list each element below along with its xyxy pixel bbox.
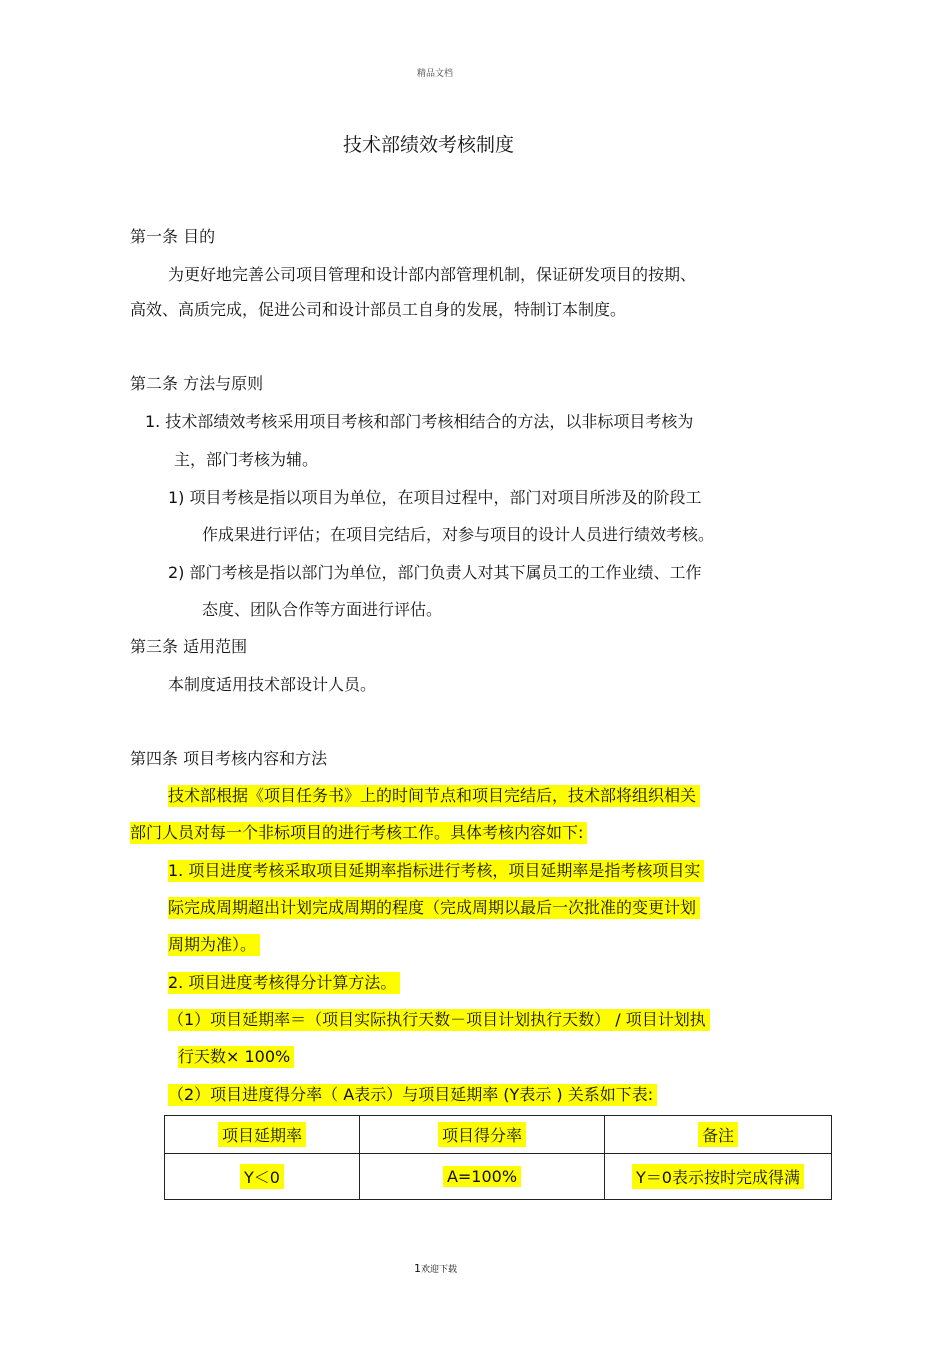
footer-text: 欢迎下载 [421, 1265, 458, 1275]
header-delay-rate: 项目延期率 [218, 1122, 306, 1147]
highlighted-text: 2. 项目进度考核得分计算方法。 [168, 972, 400, 994]
cell-remarks: Y＝0表示按时完成得满 [632, 1164, 804, 1189]
body-line [168, 934, 260, 956]
line-text: 第一条 目的 [130, 227, 216, 246]
body-line [130, 636, 247, 658]
body-line [130, 226, 215, 248]
body-line [130, 299, 626, 321]
table-header-cell [165, 1116, 360, 1154]
body-line [145, 411, 693, 433]
line-text: 2) 部门考核是指以部门为单位，部门负责人对其下属员工的工作业绩、工作 [168, 563, 702, 582]
body-line [168, 1009, 710, 1031]
line-text: 1) 项目考核是指以项目为单位，在项目过程中，部门对项目所涉及的阶段工 [168, 488, 702, 507]
body-line [168, 860, 704, 882]
body-line [174, 449, 318, 471]
line-text: 第三条 适用范围 [130, 637, 248, 656]
line-text: 本制度适用技术部设计人员。 [168, 675, 377, 694]
page-header: 精品文档 [417, 69, 454, 79]
body-line [202, 524, 714, 546]
highlighted-text: 周期为准）。 [168, 934, 260, 956]
body-line [168, 487, 702, 509]
highlighted-text: （1）项目延期率＝（项目实际执行天数－项目计划执行天数） / 项目计划执 [168, 1009, 710, 1031]
line-text: 第二条 方法与原则 [130, 374, 264, 393]
table-cell [165, 1154, 360, 1200]
cell-delay-rate: Y＜0 [240, 1164, 284, 1189]
body-line [168, 264, 696, 286]
delay-score-table [164, 1115, 832, 1200]
body-line [130, 748, 327, 770]
page-footer [414, 1262, 457, 1275]
line-text: 主，部门考核为辅。 [174, 450, 319, 469]
highlighted-text: 1. 项目进度考核采取项目延期率指标进行考核，项目延期率是指考核项目实 [168, 860, 704, 882]
highlighted-text: 际完成周期超出计划完成周期的程度（完成周期以最后一次批准的变更计划 [168, 897, 700, 919]
table-header-cell [360, 1116, 605, 1154]
page-number: 1 [414, 1262, 421, 1275]
highlighted-text: 部门人员对每一个非标项目的进行考核工作。具体考核内容如下: [130, 822, 587, 844]
line-text: 1. 技术部绩效考核采用项目考核和部门考核相结合的方法，以非标项目考核为 [145, 412, 694, 431]
highlighted-text: 行天数× 100% [178, 1046, 294, 1068]
table-cell [605, 1154, 832, 1200]
body-line [168, 785, 700, 807]
body-line [168, 1084, 657, 1106]
body-line [202, 599, 442, 621]
highlighted-text: （2）项目进度得分率（ A表示）与项目延期率 (Y表示 ) 关系如下表: [168, 1084, 657, 1106]
line-text: 态度、团队合作等方面进行评估。 [202, 600, 443, 619]
body-line [178, 1046, 294, 1068]
cell-score-rate: A=100% [443, 1166, 521, 1187]
line-text: 第四条 项目考核内容和方法 [130, 749, 328, 768]
line-text: 高效、高质完成，促进公司和设计部员工自身的发展，特制订本制度。 [130, 300, 627, 319]
highlighted-text: 技术部根据《项目任务书》上的时间节点和项目完结后，技术部将组织相关 [168, 785, 700, 807]
body-line [130, 822, 587, 844]
body-line [168, 972, 400, 994]
body-line [168, 897, 700, 919]
body-line [130, 373, 263, 395]
header-score-rate: 项目得分率 [438, 1122, 526, 1147]
body-line [168, 562, 702, 584]
table-header-row [165, 1116, 832, 1154]
header-remarks: 备注 [698, 1122, 738, 1147]
line-text: 作成果进行评估；在项目完结后，对参与项目的设计人员进行绩效考核。 [202, 525, 715, 544]
table-row [165, 1154, 832, 1200]
table-cell [360, 1154, 605, 1200]
body-line [168, 674, 376, 696]
line-text: 为更好地完善公司项目管理和设计部内部管理机制，保证研发项目的按期、 [168, 265, 697, 284]
document-title: 技术部绩效考核制度 [343, 134, 515, 156]
table-header-cell [605, 1116, 832, 1154]
